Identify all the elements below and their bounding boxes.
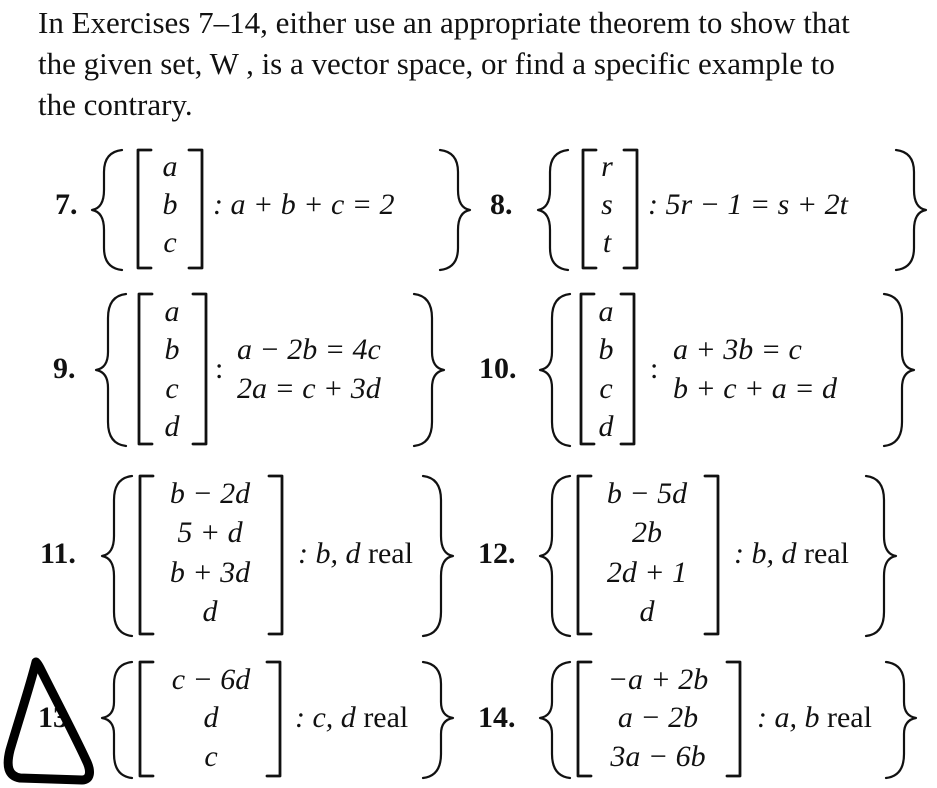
vector-entry: 2d + 1: [606, 556, 688, 589]
vector-entry: 2b: [632, 516, 662, 549]
condition-real: real: [827, 701, 872, 734]
vector-entry: −a + 2b: [607, 663, 709, 696]
condition-real: real: [804, 537, 849, 570]
exercise-number: 7.: [55, 188, 78, 221]
vector-entry: c: [165, 372, 179, 405]
set-condition: [757, 701, 872, 735]
vector-entry: b − 5d: [606, 477, 688, 510]
vector-entry: c: [163, 226, 177, 259]
condition-real: real: [363, 701, 409, 734]
vector-entry: d: [639, 595, 655, 628]
condition-variables: : c, d: [295, 701, 356, 734]
vector-entry: a: [164, 295, 180, 328]
instructions-line-2: the given set, W , is a vector space, or find a specific example to: [38, 46, 835, 81]
vector-entry: b + 3d: [169, 556, 251, 589]
set-condition: a − 2b = 4c: [237, 333, 381, 366]
condition-variables: : b, d: [734, 537, 797, 570]
vector-entry: d: [202, 595, 218, 628]
vector-entry: c: [204, 740, 218, 773]
set-condition: : a + b + c = 2: [213, 188, 395, 221]
vector-entry: b: [162, 188, 178, 221]
vector-entry: d: [203, 701, 219, 734]
vector-entry: t: [602, 226, 612, 259]
set-condition: : 5r − 1 = s + 2t: [648, 188, 848, 221]
vector-entry: b: [598, 333, 614, 366]
vector-entry: c: [599, 372, 613, 405]
exercise-number: 11.: [40, 537, 76, 570]
vector-entry: a: [598, 295, 614, 328]
set-condition: 2a = c + 3d: [237, 372, 381, 405]
vector-entry: d: [164, 410, 180, 443]
vector-entry: a: [162, 150, 178, 183]
vector-entry: 5 + d: [177, 516, 243, 549]
vector-entry: 3a − 6b: [610, 740, 706, 773]
vector-entry: s: [601, 188, 613, 221]
condition-real: real: [368, 537, 413, 570]
instructions-line-1: In Exercises 7–14, either use an appropriate theorem to show that: [38, 5, 850, 40]
vector-entry: b − 2d: [169, 477, 251, 510]
exercise-number: 14.: [478, 701, 516, 734]
condition-variables: : b, d: [298, 537, 361, 570]
vector-entry: r: [601, 150, 613, 183]
set-condition: b + c + a = d: [673, 372, 838, 405]
vector-entry: a − 2b: [617, 701, 699, 734]
instructions-line-3: the contrary.: [38, 87, 193, 122]
exercise-number: 13: [38, 701, 68, 734]
condition-variables: : a, b: [757, 701, 820, 734]
set-condition-colon: :: [215, 352, 224, 385]
exercise-number: 12.: [478, 537, 516, 570]
set-condition-colon: :: [650, 352, 659, 385]
set-condition: a + 3b = c: [673, 333, 802, 366]
vector-entry: b: [164, 333, 180, 366]
exercise-number: 8.: [490, 188, 513, 221]
exercise-number: 9.: [53, 352, 76, 385]
exercise-number: 10.: [479, 352, 517, 385]
vector-entry: d: [598, 410, 614, 443]
vector-entry: c − 6d: [171, 663, 251, 696]
